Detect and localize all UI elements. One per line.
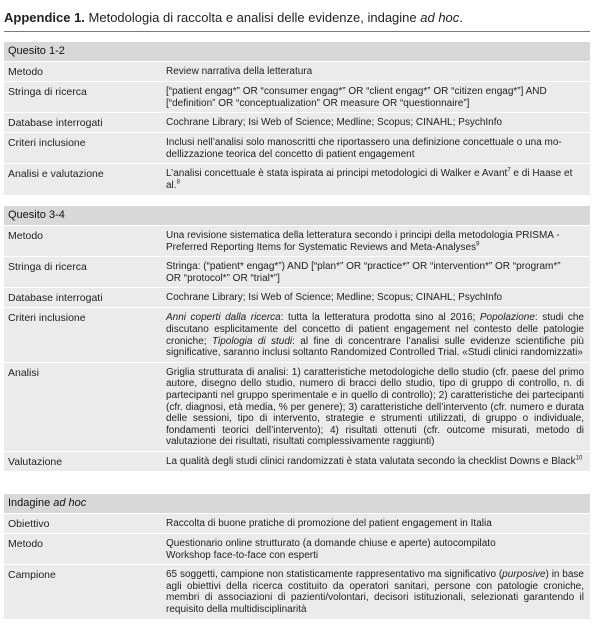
- row-label: Criteri inclusione: [8, 137, 86, 150]
- title-end: .: [459, 10, 463, 25]
- italic-term: ad hoc: [53, 497, 87, 509]
- section-quesito-3-4: [4, 206, 590, 471]
- row-label: Analisi e valutazione: [8, 168, 104, 181]
- title-text: Metodologia di raccolta e analisi delle evidenze, indagine: [84, 10, 421, 25]
- row-value: [160, 164, 590, 194]
- table-row: [4, 82, 590, 113]
- row-label: Campione: [8, 569, 56, 582]
- text-span: ) in base agli obiettivi della ricerca costituito da operatori sanitari, persone con patologie croniche, membri di associazioni di pazienti/volontari, decisori istituzionali, selezionati garantendo il requisito della multidisciplinarità: [166, 569, 584, 615]
- text-line: Workshop face-to-face con esperti: [166, 549, 319, 561]
- row-label: Database interrogati: [8, 117, 103, 130]
- italic-term: Anni coperti dalla ricerca: [166, 312, 281, 324]
- table-row: [4, 62, 590, 82]
- row-label: Metodo: [8, 66, 44, 78]
- row-label: Analisi: [8, 366, 39, 379]
- row-value: [160, 565, 590, 618]
- footnote-ref: 7: [507, 168, 511, 175]
- text-line: [“definition” OR “conceptualization” OR measure OR “questionnaire”]: [166, 97, 470, 109]
- row-value: [160, 534, 590, 564]
- section-indagine-ad-hoc: [4, 494, 590, 619]
- table-row: [4, 308, 590, 362]
- text-line: dellizzazione teorica del concetto di patient engagement: [166, 148, 415, 160]
- row-label: Criteri inclusione: [8, 312, 86, 325]
- row-value: [160, 82, 590, 112]
- row-value: Cochrane Library; Isi Web of Science; Medline; Scopus; CINAHL; PsychInfo: [166, 292, 503, 304]
- row-value: [160, 257, 590, 287]
- row-label: Stringa di ricerca: [8, 86, 87, 98]
- table-row: [4, 452, 590, 471]
- row-label: Database interrogati: [8, 292, 103, 305]
- title-label: Appendice 1.: [4, 10, 85, 25]
- text-span: La qualità degli studi clinici randomizzati è stata valutata secondo la checklist Downs e Black: [166, 455, 576, 467]
- row-value: [160, 226, 590, 256]
- row-label: Metodo: [8, 230, 44, 242]
- text-span: L’analisi concettuale è stata ispirata ai principi metodologici di Walker e Avant: [166, 168, 508, 180]
- title-italic: ad hoc: [420, 10, 460, 25]
- footnote-ref: 8: [176, 179, 180, 186]
- table-row: [4, 226, 590, 257]
- footnote-ref: 10: [575, 455, 583, 462]
- text-line: [“patient engag*” OR “consumer engag*” OR “client engag*” OR “citizen engag*”] AND: [166, 86, 547, 97]
- text-line: [166, 242, 584, 254]
- italic-term: Popolazione: [479, 312, 535, 324]
- appendix-title: [4, 10, 590, 26]
- italic-term: Tipologia di studi: [211, 335, 293, 347]
- table-row: [4, 565, 590, 618]
- row-value: Griglia strutturata di analisi: 1) caratteristiche metodologiche dello studio (cfr. paese del primo autore, disegno dello studio, numero di bracci dello studio, tipo di gruppo di controllo, n. di partecipanti nel gruppo sperimentale e in quello di controllo); 2) caratteristiche dei partecipanti (cfr. diagnosi, età media, % per genere); 3) caratteristiche dell’intervento (cfr. numero e durata delle sessioni, tipo di intervento, strategie e strumenti utilizzati, di gruppo o individuale, fondamenti teorici dell’intervento); 4) risultati ottenuti (cfr. outcome misurati, metodo di valutazione dei risultati, risultati complessivamente raggiunti): [166, 366, 584, 448]
- section-header: [4, 494, 590, 514]
- table-row: [4, 363, 590, 452]
- section-header: Quesito 3-4: [4, 206, 590, 226]
- section-header: Quesito 1-2: [4, 42, 590, 62]
- table-row: [4, 164, 590, 194]
- text-line: Questionario online strutturato (a domande chiuse e aperte) autocompilato: [166, 538, 496, 549]
- table-row: [4, 133, 590, 164]
- table-row: [4, 514, 590, 534]
- row-value: [160, 452, 590, 471]
- table-row: [4, 534, 590, 565]
- row-label: Metodo: [8, 538, 44, 550]
- text-span: : studi che discutano esplicitamente del concetto di patient engagement nel contesto delle patologie croniche;: [166, 312, 584, 347]
- title-divider: [4, 31, 590, 32]
- row-value: [160, 308, 590, 361]
- footnote-ref: 9: [476, 241, 480, 248]
- row-label: Obiettivo: [8, 518, 50, 530]
- text-line: OR “protocol*” OR “trial*”]: [166, 272, 280, 284]
- text-line: Inclusi nell’analisi solo manoscritti che riportassero una definizione concettuale o una mo-: [166, 137, 562, 149]
- row-value: Raccolta di buone pratiche di promozione del patient engagement in Italia: [166, 518, 492, 529]
- section-quesito-1-2: [4, 42, 590, 195]
- table-row: [4, 113, 590, 133]
- table-row: [4, 257, 590, 288]
- text-span: 65 soggetti, campione non statisticamente rappresentativo ma significativo (: [166, 569, 503, 581]
- row-value: Review narrativa della letteratura: [166, 66, 313, 77]
- text-line: Stringa: (“patient* engag*”) AND [“plan*” OR “practice*” OR “intervention*” OR “program*”: [166, 261, 561, 273]
- text-span: : al fine di concentrare l’analisi sulle evidenze scientifiche più significative, saranno inclusi soltanto Randomized Controlled Trial. «Studi clinici randomizzati»: [166, 335, 584, 359]
- text-line: Una revisione sistematica della letteratura secondo i principi della metodologia PRISMA -: [166, 230, 560, 241]
- italic-term: purposive: [502, 569, 546, 581]
- text-span: : tutta la letteratura prodotta sino al 2016;: [280, 312, 480, 324]
- row-label: Stringa di ricerca: [8, 261, 87, 274]
- text-span: Indagine: [8, 497, 54, 509]
- row-label: Valutazione: [8, 455, 63, 468]
- row-value: [160, 133, 590, 163]
- text-span: Preferred Reporting Items for Systematic Reviews and Meta-Analyses: [166, 241, 477, 253]
- row-value: Cochrane Library; Isi Web of Science; Medline; Scopus; CINAHL; PsychInfo: [166, 117, 503, 129]
- table-row: [4, 288, 590, 308]
- text-span: e di Haase et al.: [166, 168, 573, 191]
